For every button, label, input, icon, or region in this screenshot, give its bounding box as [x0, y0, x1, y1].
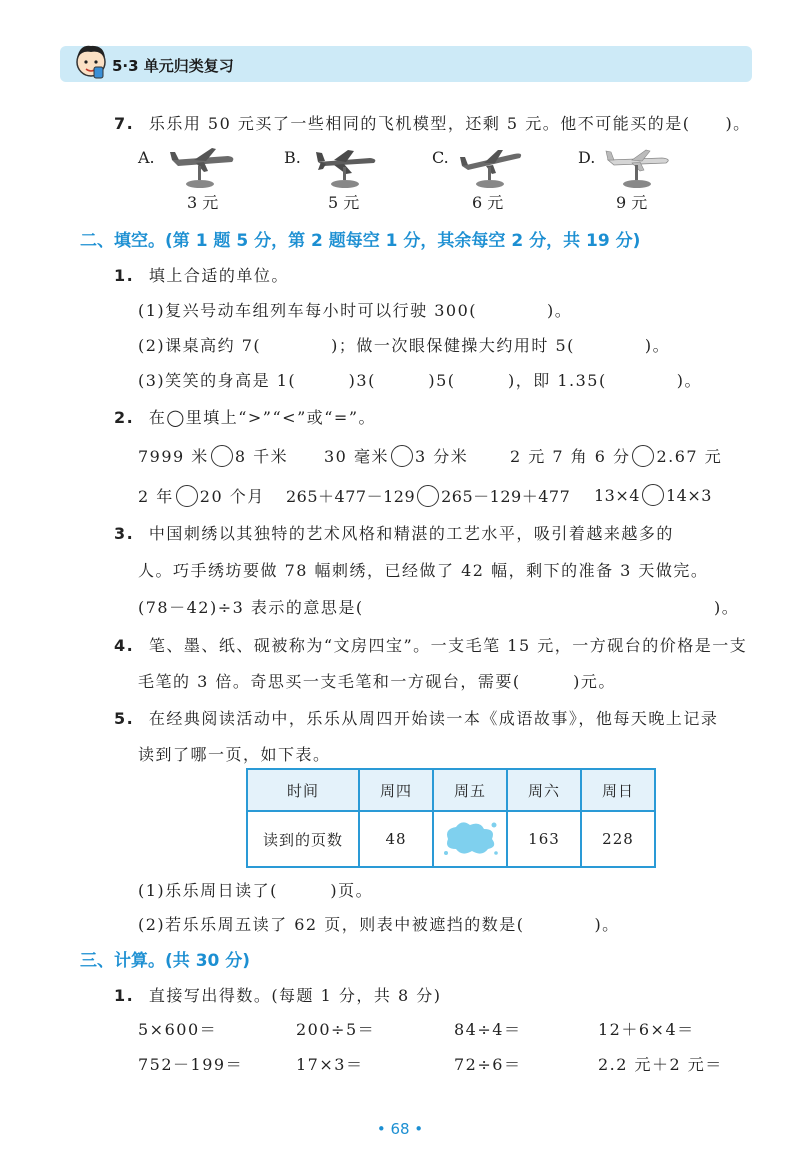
option-d-letter: D.: [578, 148, 596, 167]
table-cell: 163: [507, 811, 581, 867]
compare-left: 7999 米: [138, 447, 209, 466]
answer-circle[interactable]: [211, 445, 233, 467]
answer-circle[interactable]: [176, 485, 198, 507]
q5-line-1: [114, 706, 718, 729]
answer-circle[interactable]: [391, 445, 413, 467]
compare-right: 20 个月: [199, 487, 265, 506]
q7-line: [114, 111, 751, 134]
answer-circle[interactable]: [632, 445, 654, 467]
compare-right: 14×3: [665, 486, 712, 505]
compare-left: 30 毫米: [324, 447, 389, 466]
q1-sub-3: (3)笑笑的身高是 1( )3( )5( )，即 1.35( )。: [138, 371, 702, 390]
table-header-cell: 时间: [247, 769, 359, 811]
q1-number: 1.: [114, 266, 135, 285]
compare-right: 265－129＋477: [441, 487, 571, 506]
airplane-c-icon: [458, 146, 528, 190]
q5-number: 5.: [114, 709, 135, 728]
compare-item-4: [138, 484, 265, 507]
calc-text: 直接写出得数。(每题 1 分，共 8 分): [148, 986, 442, 1005]
calc-item: 72÷6＝: [454, 1055, 522, 1074]
compare-right: 3 分米: [414, 447, 469, 466]
table-header-cell: 周五: [433, 769, 507, 811]
compare-item-2: [324, 444, 468, 467]
option-b-price: 5 元: [328, 193, 360, 212]
airplane-b-icon: [312, 146, 382, 190]
q3-text-1: 中国刺绣以其独特的艺术风格和精湛的工艺水平，吸引着越来越多的: [148, 524, 674, 543]
q3-text-3b: )。: [714, 598, 740, 617]
q4-line-1: [114, 633, 747, 656]
q3-text-3a: (78－42)÷3 表示的意思是(: [138, 598, 364, 617]
table-cell: 48: [359, 811, 433, 867]
calc-line: [114, 983, 442, 1006]
q1-sub-1: (1)复兴号动车组列车每小时可以行驶 300( )。: [138, 301, 573, 320]
compare-left: 265＋477－129: [286, 487, 416, 506]
compare-item-6: [594, 484, 712, 506]
calc-number: 1.: [114, 986, 135, 1005]
answer-circle[interactable]: [642, 484, 664, 506]
header-title: 5·3 单元归类复习: [112, 57, 234, 75]
compare-item-3: [510, 444, 722, 467]
q1-text: 填上合适的单位。: [148, 266, 289, 285]
q4-number: 4.: [114, 636, 135, 655]
ink-blot-icon: [438, 815, 502, 859]
table-cell: 228: [581, 811, 655, 867]
q2-number: 2.: [114, 408, 135, 427]
q5-sub-1: (1)乐乐周日读了( )页。: [138, 881, 374, 900]
q2-line: [114, 405, 376, 428]
option-c-price: 6 元: [472, 193, 504, 212]
calc-item: 200÷5＝: [296, 1020, 376, 1039]
calc-item: 17×3＝: [296, 1055, 364, 1074]
page-number: • 68 •: [376, 1120, 424, 1138]
compare-left: 13×4: [594, 486, 640, 505]
q7-number: 7.: [114, 114, 135, 133]
option-b-letter: B.: [284, 148, 301, 167]
q5-text-1: 在经典阅读活动中，乐乐从周四开始读一本《成语故事》，他每天晚上记录: [148, 709, 719, 728]
q4-text-2: 毛笔的 3 倍。奇思买一支毛笔和一方砚台，需要( )元。: [138, 672, 616, 691]
table-header-cell: 周四: [359, 769, 433, 811]
calc-item: 84÷4＝: [454, 1020, 522, 1039]
compare-right: 2.67 元: [656, 447, 723, 466]
compare-right: 8 千米: [234, 447, 289, 466]
compare-item-5: [286, 484, 570, 507]
reading-table: [246, 768, 656, 868]
q7-text: 乐乐用 50 元买了一些相同的飞机模型，还剩 5 元。他不可能买的是( )。: [148, 114, 751, 133]
table-cell-hidden: [433, 811, 507, 867]
option-a-letter: A.: [138, 148, 155, 167]
q5-sub-2: (2)若乐乐周五读了 62 页，则表中被遮挡的数是( )。: [138, 915, 620, 934]
table-header-row: [247, 769, 655, 811]
table-row: [247, 811, 655, 867]
section-3-title: 三、计算。(共 30 分): [80, 951, 251, 971]
calc-item: 12＋6×4＝: [598, 1020, 695, 1039]
q5-text-2: 读到了哪一页，如下表。: [138, 745, 331, 764]
q1-sub-2: (2)课桌高约 7( )；做一次眼保健操大约用时 5( )。: [138, 336, 671, 355]
calc-item: 5×600＝: [138, 1020, 218, 1039]
compare-left: 2 年: [138, 487, 174, 506]
option-d-price: 9 元: [616, 193, 648, 212]
q3-line-1: [114, 521, 674, 544]
q3-text-2: 人。巧手绣坊要做 78 幅刺绣，已经做了 42 幅，剩下的准备 3 天做完。: [138, 561, 709, 580]
table-row-label: 读到的页数: [247, 811, 359, 867]
section-2-title: 二、填空。(第 1 题 5 分，第 2 题每空 1 分，其余每空 2 分，共 19 分): [80, 231, 641, 251]
q2-text: 在◯里填上“>”“<”或“=”。: [148, 408, 377, 427]
q4-text-1: 笔、墨、纸、砚被称为“文房四宝”。一支毛笔 15 元，一方砚台的价格是一支: [148, 636, 748, 655]
answer-circle[interactable]: [417, 485, 439, 507]
calc-item: 2.2 元＋2 元＝: [598, 1055, 723, 1074]
airplane-a-icon: [168, 146, 238, 190]
compare-left: 2 元 7 角 6 分: [510, 447, 631, 466]
option-c-letter: C.: [432, 148, 449, 167]
q1-line: [114, 263, 289, 286]
student-mascot-icon: [70, 40, 112, 86]
table-header-cell: 周日: [581, 769, 655, 811]
airplane-d-icon: [604, 146, 674, 190]
q3-number: 3.: [114, 524, 135, 543]
table-header-cell: 周六: [507, 769, 581, 811]
option-a-price: 3 元: [187, 193, 219, 212]
compare-item-1: [138, 444, 288, 467]
calc-item: 752－199＝: [138, 1055, 244, 1074]
